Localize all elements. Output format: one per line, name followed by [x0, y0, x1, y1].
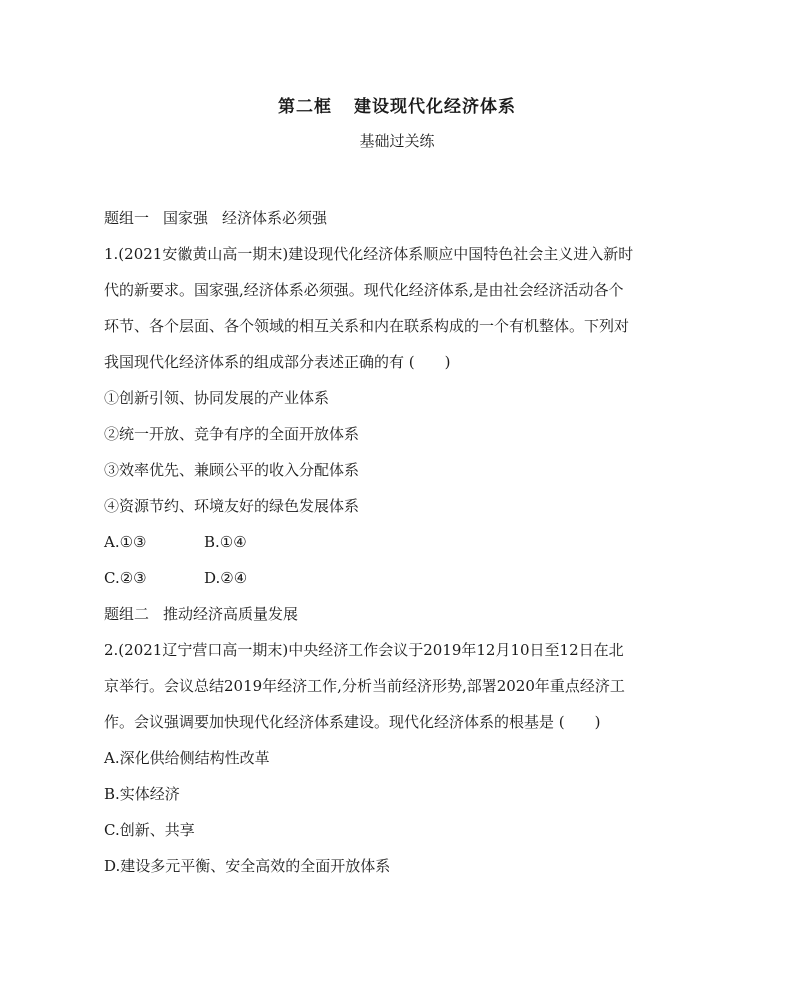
option-b: B.①④ [204, 533, 247, 551]
option-a: A.①③ [104, 533, 147, 551]
question-2-line-2: 京举行。会议总结2019年经济工作,分析当前经济形势,部署2020年重点经济工 [104, 677, 625, 695]
page-subtitle: 基础过关练 [359, 132, 435, 150]
q2-option-c: C.创新、共享 [104, 821, 195, 839]
q2-option-a: A.深化供给侧结构性改革 [104, 749, 270, 767]
option-d: D.②④ [204, 569, 248, 587]
option-c: C.②③ [104, 569, 147, 587]
question-2-line-3: 作。会议强调要加快现代化经济体系建设。现代化经济体系的根基是 ( ) [104, 713, 601, 731]
title-section-name: 建设现代化经济体系 [354, 97, 516, 117]
statement-3: ③效率优先、兼顾公平的收入分配体系 [104, 461, 360, 479]
question-2-line-1: 2.(2021辽宁营口高一期末)中央经济工作会议于2019年12月10日至12日在北 [104, 641, 624, 659]
question-1-line-4: 我国现代化经济体系的组成部分表述正确的有 ( ) [104, 353, 451, 371]
answer-blank-open: ( [558, 713, 565, 731]
group-2-title: 题组二 推动经济高质量发展 [104, 605, 299, 623]
question-1-line-1: 1.(2021安徽黄山高一期末)建设现代化经济体系顺应中国特色社会主义进入新时 [104, 245, 634, 263]
title-section-label: 第二框 [278, 97, 332, 117]
q2-option-d: D.建设多元平衡、安全高效的全面开放体系 [104, 857, 391, 875]
question-1-line-2: 代的新要求。国家强,经济体系必须强。现代化经济体系,是由社会经济活动各个 [104, 281, 624, 299]
statement-1: ①创新引领、协同发展的产业体系 [104, 389, 330, 407]
group-1-title: 题组一 国家强 经济体系必须强 [104, 209, 328, 227]
exercise-content [104, 200, 694, 884]
statement-2: ②统一开放、竞争有序的全面开放体系 [104, 425, 360, 443]
options-row-2 [104, 560, 694, 596]
answer-blank-close: ) [444, 353, 451, 371]
options-row-1 [104, 524, 694, 560]
answer-blank-close: ) [594, 713, 601, 731]
statement-4: ④资源节约、环境友好的绿色发展体系 [104, 497, 360, 515]
question-1-line-3: 环节、各个层面、各个领域的相互关系和内在联系构成的一个有机整体。下列对 [104, 317, 630, 335]
q2-option-b: B.实体经济 [104, 785, 180, 803]
answer-blank-open: ( [408, 353, 415, 371]
page-title [0, 92, 794, 117]
